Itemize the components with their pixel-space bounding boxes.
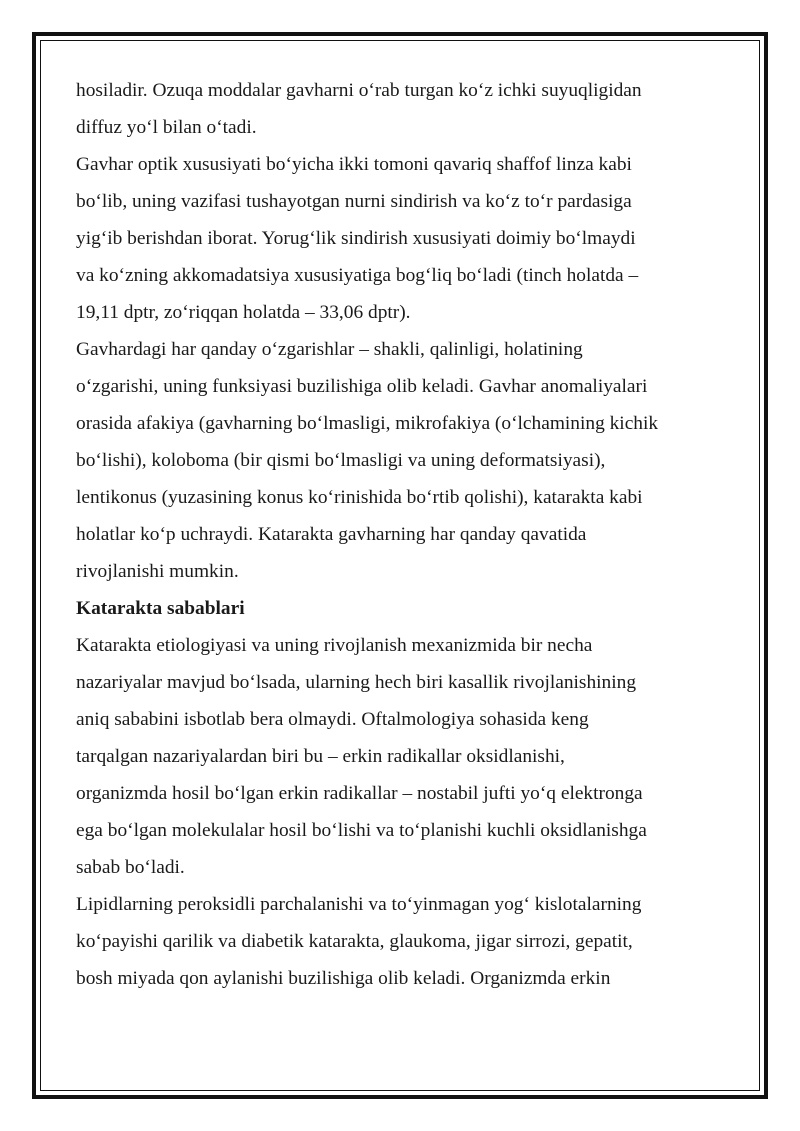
text-line: 19,11 dptr, zo‘riqqan holatda – 33,06 dptr). <box>76 302 411 323</box>
text-line: rivojlanishi mumkin. <box>76 561 239 582</box>
paragraph <box>76 627 736 886</box>
text-line: va ko‘zning akkomadatsiya xususiyatiga bog‘liq bo‘ladi (tinch holatda – <box>76 265 639 286</box>
text-line: Gavhardagi har qanday o‘zgarishlar – shakli, qalinligi, holatining <box>76 339 583 360</box>
document-body <box>76 72 736 997</box>
text-line: bo‘lishi), koloboma (bir qismi bo‘lmasligi va uning deformatsiyasi), <box>76 450 606 471</box>
text-line: Katarakta etiologiyasi va uning rivojlanish mexanizmida bir necha <box>76 635 593 656</box>
text-line: yig‘ib berishdan iborat. Yorug‘lik sindirish xususiyati doimiy bo‘lmaydi <box>76 228 636 249</box>
text-line: ko‘payishi qarilik va diabetik katarakta, glaukoma, jigar sirrozi, gepatit, <box>76 931 633 952</box>
text-line: Lipidlarning peroksidli parchalanishi va to‘yinmagan yog‘ kislotalarning <box>76 894 642 915</box>
text-line: bo‘lib, uning vazifasi tushayotgan nurni sindirish va ko‘z to‘r pardasiga <box>76 191 632 212</box>
text-line: aniq sababini isbotlab bera olmaydi. Oftalmologiya sohasida keng <box>76 709 589 730</box>
text-line: nazariyalar mavjud bo‘lsada, ularning hech biri kasallik rivojlanishining <box>76 672 637 693</box>
section-heading: Katarakta sabablari <box>76 598 245 619</box>
text-line: tarqalgan nazariyalardan biri bu – erkin radikallar oksidlanishi, <box>76 746 565 767</box>
text-line: hosiladir. Ozuqa moddalar gavharni o‘rab turgan ko‘z ichki suyuqligidan <box>76 80 642 101</box>
paragraph <box>76 331 736 590</box>
text-line: ega bo‘lgan molekulalar hosil bo‘lishi va to‘planishi kuchli oksidlanishga <box>76 820 647 841</box>
text-line: bosh miyada qon aylanishi buzilishiga olib keladi. Organizmda erkin <box>76 968 611 989</box>
paragraph <box>76 72 736 146</box>
text-line: orasida afakiya (gavharning bo‘lmasligi, mikrofakiya (o‘lchamining kichik <box>76 413 659 434</box>
text-line: Gavhar optik xususiyati bo‘yicha ikki tomoni qavariq shaffof linza kabi <box>76 154 632 175</box>
text-line: sabab bo‘ladi. <box>76 857 185 878</box>
text-line: lentikonus (yuzasining konus ko‘rinishida bo‘rtib qolishi), katarakta kabi <box>76 487 643 508</box>
text-line: holatlar ko‘p uchraydi. Katarakta gavharning har qanday qavatida <box>76 524 587 545</box>
text-line: diffuz yo‘l bilan o‘tadi. <box>76 117 257 138</box>
paragraph <box>76 886 736 997</box>
paragraph <box>76 146 736 331</box>
text-line: organizmda hosil bo‘lgan erkin radikallar – nostabil jufti yo‘q elektronga <box>76 783 643 804</box>
text-line: o‘zgarishi, uning funksiyasi buzilishiga olib keladi. Gavhar anomaliyalari <box>76 376 648 397</box>
